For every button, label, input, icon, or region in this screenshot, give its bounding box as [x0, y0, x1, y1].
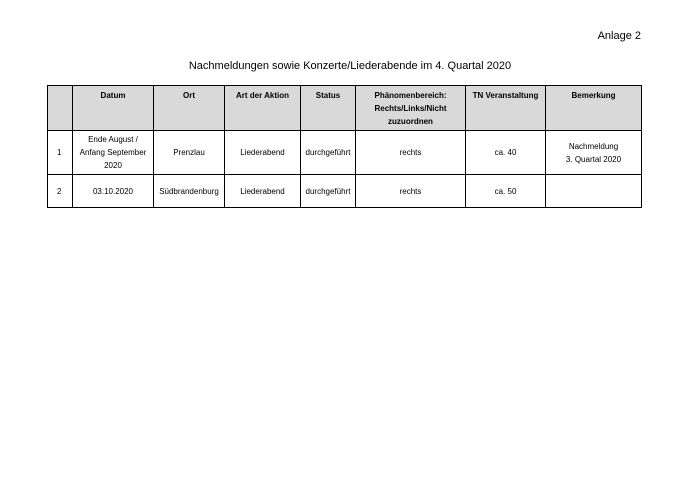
cell-ort: Prenzlau [154, 131, 225, 175]
cell-nr: 1 [48, 131, 73, 175]
cell-ort: Südbrandenburg [154, 175, 225, 208]
header-phaenomenbereich: Phänomenbereich: Rechts/Links/Nicht zuzuordnen [356, 86, 466, 131]
header-nr [48, 86, 73, 131]
events-table [47, 85, 642, 208]
table-row [48, 131, 642, 175]
cell-phaenomenbereich: rechts [356, 131, 466, 175]
document-title: Nachmeldungen sowie Konzerte/Liederabende im 4. Quartal 2020 [188, 60, 512, 72]
cell-phaenomenbereich: rechts [356, 175, 466, 208]
cell-datum: Ende August / Anfang September 2020 [73, 131, 154, 175]
header-tn: TN Veranstaltung [466, 86, 546, 131]
cell-art: Liederabend [225, 131, 301, 175]
cell-tn: ca. 50 [466, 175, 546, 208]
cell-nr: 2 [48, 175, 73, 208]
cell-status: durchgeführt [301, 131, 356, 175]
annex-label: Anlage 2 [597, 30, 641, 42]
table-row [48, 175, 642, 208]
cell-bemerkung [546, 175, 642, 208]
cell-status: durchgeführt [301, 175, 356, 208]
cell-datum: 03.10.2020 [73, 175, 154, 208]
header-ort: Ort [154, 86, 225, 131]
cell-art: Liederabend [225, 175, 301, 208]
header-art: Art der Aktion [225, 86, 301, 131]
table-header-row [48, 86, 642, 131]
header-bemerkung: Bemerkung [546, 86, 642, 131]
header-status: Status [301, 86, 356, 131]
header-datum: Datum [73, 86, 154, 131]
cell-tn: ca. 40 [466, 131, 546, 175]
cell-bemerkung: Nachmeldung 3. Quartal 2020 [546, 131, 642, 175]
